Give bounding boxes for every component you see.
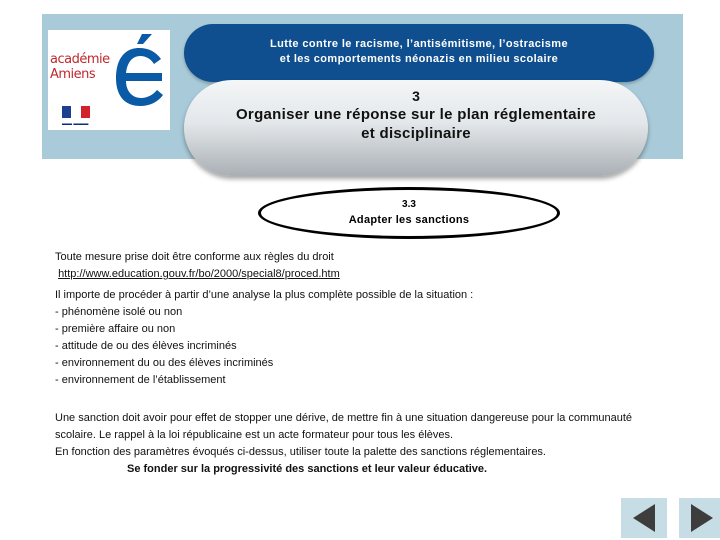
subtitle-pill	[184, 24, 654, 82]
content-conclusion: Se fonder sur la progressivité des sanctions et leur valeur éducative.	[127, 463, 488, 475]
content-body	[55, 249, 695, 478]
list-item: - attitude de ou des élèves incriminés	[55, 340, 237, 352]
logo-line1: académie	[50, 52, 110, 67]
section-title-line1: Organiser une réponse sur le plan réglementaire	[235, 106, 597, 123]
previous-button[interactable]	[621, 498, 667, 538]
list-item: - phénomène isolé ou non	[55, 306, 183, 318]
content-paragraph: En fonction des paramètres évoqués ci-dessus, utiliser toute la palette des sanctions réglementaires.	[55, 446, 546, 458]
list-item: - environnement de l’établissement	[55, 374, 226, 386]
list-item: - environnement du ou des élèves incriminés	[55, 357, 274, 369]
logo-e-icon	[112, 32, 166, 108]
subsection-ellipse	[258, 187, 560, 239]
french-flag-icon	[62, 106, 90, 118]
subsection-title: Adapter les sanctions	[348, 214, 470, 226]
subtitle-line1: Lutte contre le racisme, l’antisémitisme, l’ostracisme	[270, 38, 568, 50]
triangle-right-icon	[679, 498, 720, 538]
academie-logo	[48, 30, 170, 130]
section-number: 3	[412, 88, 420, 104]
next-button[interactable]	[679, 498, 720, 538]
content-intro: Il importe de procéder à partir d’une analyse la plus complète possible de la situation :	[55, 289, 474, 301]
section-title-pill	[184, 80, 648, 176]
content-paragraph: Une sanction doit avoir pour effet de stopper une dérive, de mettre fin à une situation dangereuse pour la communauté	[55, 412, 633, 424]
content-line1: Toute mesure prise doit être conforme aux règles du droit	[55, 251, 334, 263]
subsection-number: 3.3	[402, 199, 416, 210]
list-item: - première affaire ou non	[55, 323, 176, 335]
subtitle-line2: et les comportements néonazis en milieu scolaire	[279, 53, 559, 65]
ministry-mark: ▬▬ ▬▬▬	[62, 121, 89, 127]
content-paragraph: scolaire. Le rappel à la loi républicaine est un acte formateur pour tous les élèves.	[55, 429, 454, 441]
section-title-line2: et disciplinaire	[361, 125, 471, 142]
triangle-left-icon	[621, 498, 667, 538]
logo-line2: Amiens	[50, 67, 96, 82]
legal-link[interactable]: http://www.education.gouv.fr/bo/2000/special8/proced.htm	[58, 268, 340, 280]
